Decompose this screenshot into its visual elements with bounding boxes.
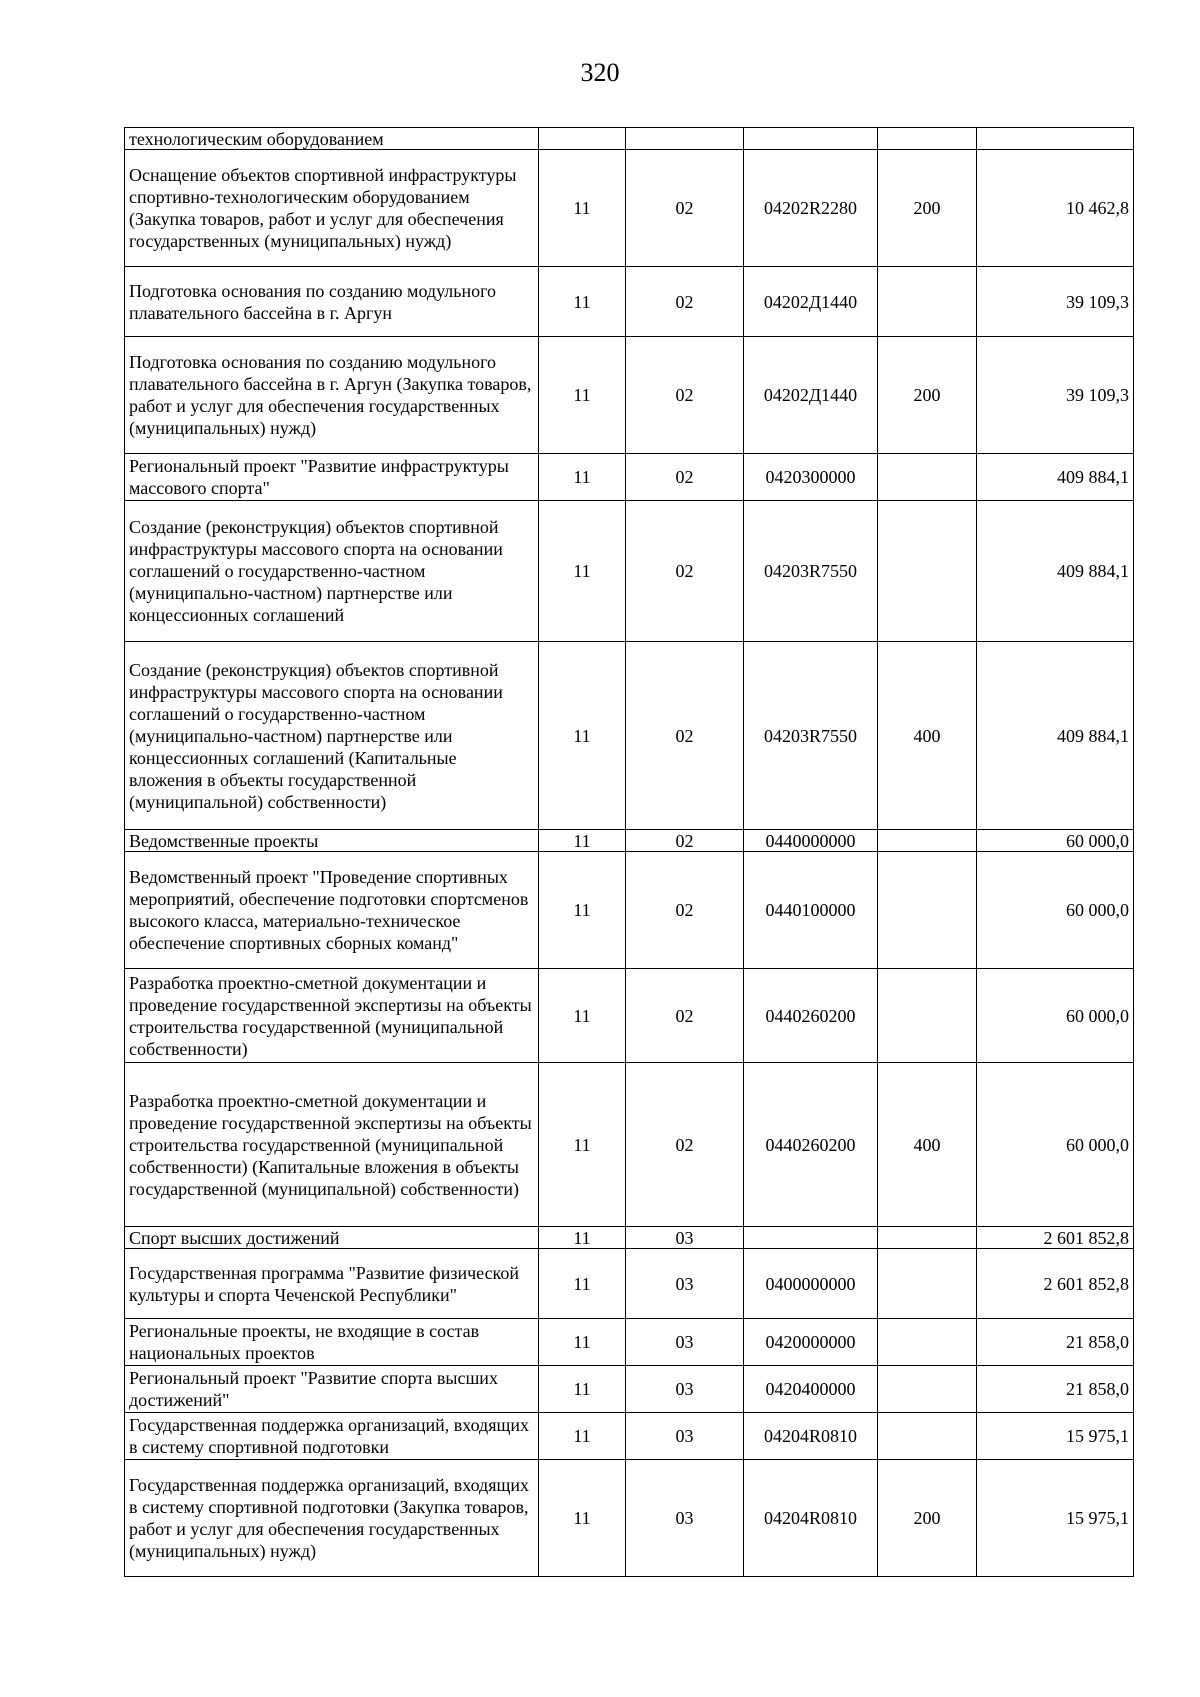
budget-table-body: [125, 128, 1134, 1577]
row-amount: [977, 128, 1134, 150]
row-expense-type: 400: [878, 1063, 977, 1227]
row-subsection-code: 03: [626, 1366, 744, 1413]
row-expense-type: [878, 969, 977, 1063]
row-subsection-code: 02: [626, 1063, 744, 1227]
row-target-article: 04203R7550: [744, 501, 878, 642]
row-name: Государственная поддержка организаций, входящих в систему спортивной подготовки (Закупка товаров, работ и услуг для обеспечения государственных (муниципальных) нужд): [125, 1460, 539, 1577]
table-row: [125, 150, 1134, 267]
row-expense-type: [878, 852, 977, 969]
row-target-article: 04204R0810: [744, 1460, 878, 1577]
row-amount: 39 109,3: [977, 267, 1134, 337]
row-subsection-code: 02: [626, 337, 744, 454]
row-name: Региональные проекты, не входящие в состав национальных проектов: [125, 1319, 539, 1366]
row-name: Ведомственные проекты: [125, 830, 539, 852]
row-name: Создание (реконструкция) объектов спортивной инфраструктуры массового спорта на основании соглашений о государственно-частном (муниципально-частном) партнерстве или концессионных соглашений (Капитальные вложения в объекты государственной (муниципальной) собственности): [125, 642, 539, 830]
row-name: технологическим оборудованием: [125, 128, 539, 150]
row-name: Спорт высших достижений: [125, 1227, 539, 1249]
row-amount: 15 975,1: [977, 1413, 1134, 1460]
row-subsection-code: 03: [626, 1227, 744, 1249]
row-expense-type: 400: [878, 642, 977, 830]
row-section-code: 11: [539, 642, 626, 830]
row-subsection-code: 03: [626, 1460, 744, 1577]
row-section-code: 11: [539, 1413, 626, 1460]
row-target-article: 0440260200: [744, 1063, 878, 1227]
table-row: [125, 1413, 1134, 1460]
row-target-article: 0400000000: [744, 1249, 878, 1319]
row-amount: 10 462,8: [977, 150, 1134, 267]
row-section-code: 11: [539, 267, 626, 337]
row-section-code: 11: [539, 1460, 626, 1577]
row-section-code: 11: [539, 1366, 626, 1413]
row-expense-type: [878, 454, 977, 501]
row-subsection-code: 02: [626, 267, 744, 337]
row-amount: 2 601 852,8: [977, 1249, 1134, 1319]
row-target-article: 0440260200: [744, 969, 878, 1063]
row-target-article: 04202Д1440: [744, 267, 878, 337]
row-expense-type: [878, 830, 977, 852]
row-subsection-code: 02: [626, 852, 744, 969]
row-name: Подготовка основания по созданию модульного плавательного бассейна в г. Аргун (Закупка товаров, работ и услуг для обеспечения государственных (муниципальных) нужд): [125, 337, 539, 454]
page-number: 320: [580, 58, 620, 87]
row-amount: 39 109,3: [977, 337, 1134, 454]
row-amount: 409 884,1: [977, 454, 1134, 501]
row-target-article: [744, 128, 878, 150]
row-target-article: 04203R7550: [744, 642, 878, 830]
row-section-code: 11: [539, 830, 626, 852]
row-target-article: 04202Д1440: [744, 337, 878, 454]
row-subsection-code: 03: [626, 1249, 744, 1319]
row-target-article: 0420000000: [744, 1319, 878, 1366]
row-name: Разработка проектно-сметной документации и проведение государственной экспертизы на объекты строительства государственной (муниципальной собственности): [125, 969, 539, 1063]
row-amount: 60 000,0: [977, 830, 1134, 852]
row-expense-type: [878, 267, 977, 337]
table-row: [125, 830, 1134, 852]
table-row: [125, 267, 1134, 337]
row-expense-type: [878, 1227, 977, 1249]
row-target-article: 04204R0810: [744, 1413, 878, 1460]
row-amount: 2 601 852,8: [977, 1227, 1134, 1249]
table-row: [125, 454, 1134, 501]
row-subsection-code: 03: [626, 1319, 744, 1366]
row-section-code: 11: [539, 852, 626, 969]
row-expense-type: [878, 1249, 977, 1319]
table-row: [125, 501, 1134, 642]
row-subsection-code: [626, 128, 744, 150]
table-row: [125, 969, 1134, 1063]
row-name: Региональный проект "Развитие инфраструктуры массового спорта": [125, 454, 539, 501]
row-expense-type: 200: [878, 150, 977, 267]
row-expense-type: 200: [878, 1460, 977, 1577]
row-subsection-code: 02: [626, 642, 744, 830]
row-name: Региональный проект "Развитие спорта высших достижений": [125, 1366, 539, 1413]
budget-table: [124, 127, 1134, 1577]
row-section-code: 11: [539, 501, 626, 642]
table-row: [125, 128, 1134, 150]
row-section-code: 11: [539, 1227, 626, 1249]
row-subsection-code: 02: [626, 830, 744, 852]
row-section-code: 11: [539, 1319, 626, 1366]
row-amount: 409 884,1: [977, 501, 1134, 642]
row-target-article: 0440100000: [744, 852, 878, 969]
row-amount: 60 000,0: [977, 1063, 1134, 1227]
table-row: [125, 1063, 1134, 1227]
row-name: Государственная программа "Развитие физической культуры и спорта Чеченской Республики": [125, 1249, 539, 1319]
row-section-code: 11: [539, 969, 626, 1063]
row-amount: 15 975,1: [977, 1460, 1134, 1577]
row-subsection-code: 02: [626, 150, 744, 267]
row-target-article: 04202R2280: [744, 150, 878, 267]
row-section-code: 11: [539, 1249, 626, 1319]
row-amount: 60 000,0: [977, 852, 1134, 969]
row-name: Государственная поддержка организаций, входящих в систему спортивной подготовки: [125, 1413, 539, 1460]
table-row: [125, 1366, 1134, 1413]
table-row: [125, 852, 1134, 969]
row-name: Разработка проектно-сметной документации и проведение государственной экспертизы на объекты строительства государственной (муниципальной собственности) (Капитальные вложения в объекты государственной (муниципальной) собственности): [125, 1063, 539, 1227]
table-row: [125, 337, 1134, 454]
row-amount: 21 858,0: [977, 1319, 1134, 1366]
row-section-code: 11: [539, 1063, 626, 1227]
row-subsection-code: 02: [626, 969, 744, 1063]
row-section-code: 11: [539, 454, 626, 501]
table-row: [125, 1249, 1134, 1319]
row-expense-type: 200: [878, 337, 977, 454]
row-target-article: [744, 1227, 878, 1249]
row-subsection-code: 02: [626, 501, 744, 642]
row-subsection-code: 03: [626, 1413, 744, 1460]
row-expense-type: [878, 501, 977, 642]
table-row: [125, 1319, 1134, 1366]
row-amount: 60 000,0: [977, 969, 1134, 1063]
row-target-article: 0420300000: [744, 454, 878, 501]
row-name: Ведомственный проект "Проведение спортивных мероприятий, обеспечение подготовки спортсменов высокого класса, материально-техническое обеспечение спортивных сборных команд": [125, 852, 539, 969]
row-subsection-code: 02: [626, 454, 744, 501]
row-expense-type: [878, 1319, 977, 1366]
row-target-article: 0440000000: [744, 830, 878, 852]
row-expense-type: [878, 1413, 977, 1460]
row-name: Оснащение объектов спортивной инфраструктуры спортивно-технологическим оборудованием (Закупка товаров, работ и услуг для обеспечения государственных (муниципальных) нужд): [125, 150, 539, 267]
row-section-code: [539, 128, 626, 150]
row-section-code: 11: [539, 150, 626, 267]
row-section-code: 11: [539, 337, 626, 454]
row-amount: 21 858,0: [977, 1366, 1134, 1413]
table-row: [125, 1460, 1134, 1577]
table-row: [125, 642, 1134, 830]
row-name: Создание (реконструкция) объектов спортивной инфраструктуры массового спорта на основании соглашений о государственно-частном (муниципально-частном) партнерстве или концессионных соглашений: [125, 501, 539, 642]
row-expense-type: [878, 128, 977, 150]
table-row: [125, 1227, 1134, 1249]
row-expense-type: [878, 1366, 977, 1413]
row-name: Подготовка основания по созданию модульного плавательного бассейна в г. Аргун: [125, 267, 539, 337]
row-amount: 409 884,1: [977, 642, 1134, 830]
row-target-article: 0420400000: [744, 1366, 878, 1413]
